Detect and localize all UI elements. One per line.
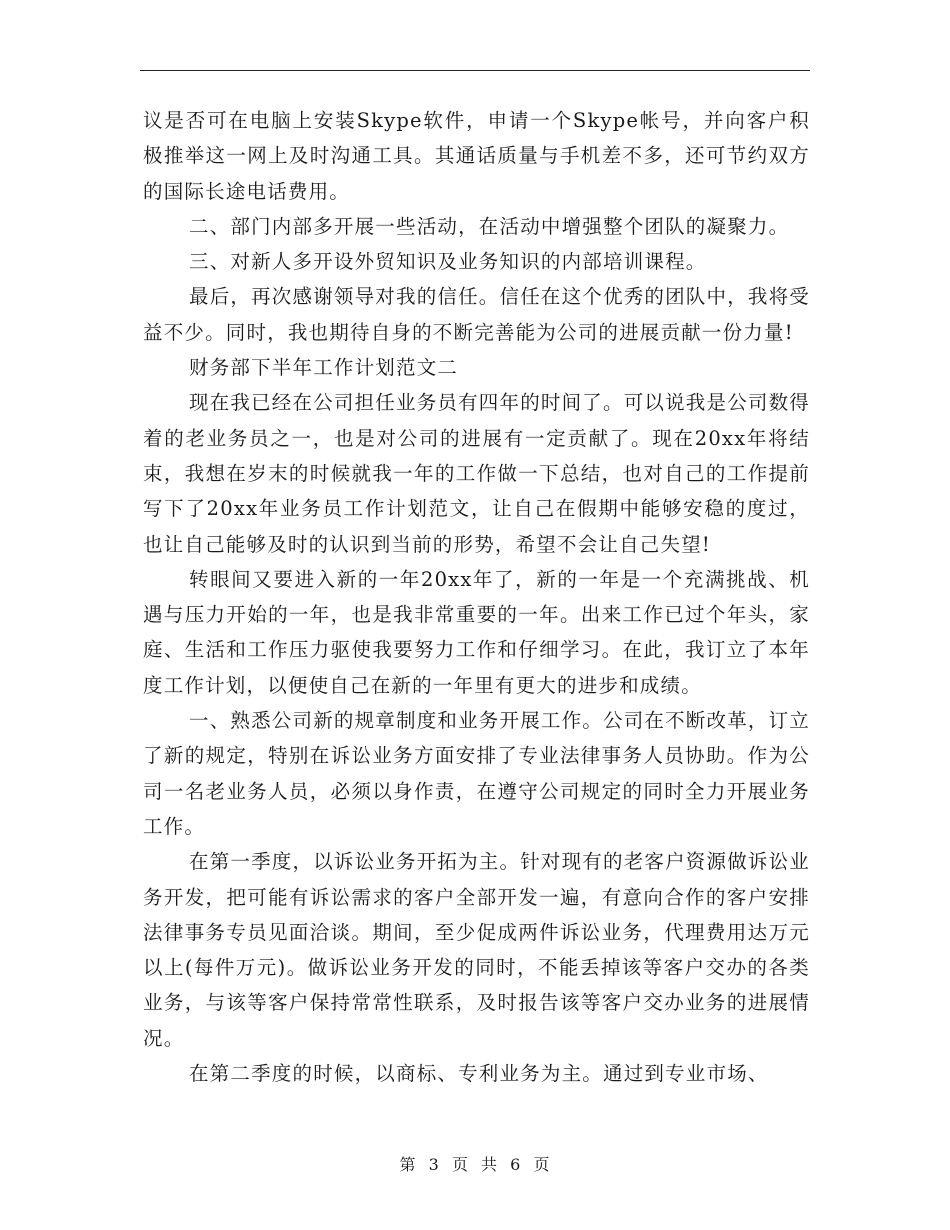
paragraph-5: 现在我已经在公司担任业务员有四年的时间了。可以说我是公司数得着的老业务员之一，也是对公司的进展有一定贡献了。现在20xx年将结束，我想在岁末的时候就我一年的工作做一下总结，也对自己的工作提前写下了20xx年业务员工作计划范文，让自己在假期中能够安稳的度过，也让自己能够及时的认识到当前的形势，希望不会让自己失望!: [143, 391, 811, 556]
header-rule: [140, 70, 810, 71]
paragraph-2: 二、部门内部多开展一些活动，在活动中增强整个团队的凝聚力。: [189, 214, 790, 238]
paragraph-3: 三、对新人多开设外贸知识及业务知识的内部培训课程。: [189, 250, 707, 274]
paragraph-6: 转眼间又要进入新的一年20xx年了，新的一年是一个充满挑战、机遇与压力开始的一年，也是我非常重要的一年。出来工作已过个年头，家庭、生活和工作压力驱使我要努力工作和仔细学习。在此，我订立了本年度工作计划，以便使自己在新的一年里有更大的进步和成绩。: [143, 567, 810, 697]
paragraph-4: 最后，再次感谢领导对我的信任。信任在这个优秀的团队中，我将受益不少。同时，我也期待自身的不断完善能为公司的进展贡献一份力量!: [143, 285, 811, 344]
footer-total-unit: 页: [533, 1155, 551, 1174]
current-page-number: 3: [428, 1155, 440, 1174]
footer-page-unit: 页: [451, 1155, 469, 1174]
page-footer: [0, 1152, 950, 1175]
paragraph-7: 一、熟悉公司新的规章制度和业务开展工作。公司在不断改革，订立了新的规定，特别在诉讼业务方面安排了专业法律事务人员协助。作为公司一名老业务人员，必须以身作责，在遵守公司规定的同时全力开展业务工作。: [143, 709, 811, 838]
paragraph-9: 在第二季度的时候，以商标、专利业务为主。通过到专业市场、: [189, 1062, 769, 1086]
document-body: [143, 103, 810, 1091]
total-page-number: 6: [510, 1155, 522, 1174]
footer-prefix: 第: [399, 1155, 417, 1174]
paragraph-8: 在第一季度，以诉讼业务开拓为主。针对现有的老客户资源做诉讼业务开发，把可能有诉讼需求的客户全部开发一遍，有意向合作的客户安排法律事务专员见面洽谈。期间，至少促成两件诉讼业务，代理费用达万元以上(每件万元)。做诉讼业务开发的同时，不能丢掉该等客户交办的各类业务，与该等客户保持常常性联系，及时报告该等客户交办业务的进展情况。: [143, 850, 811, 1050]
footer-total-prefix: 共: [481, 1155, 499, 1174]
paragraph-1: 议是否可在电脑上安装Skype软件，申请一个Skype帐号，并向客户积极推举这一网上及时沟通工具。其通话质量与手机差不多，还可节约双方的国际长途电话费用。: [143, 109, 810, 203]
section-heading: 财务部下半年工作计划范文二: [189, 356, 459, 380]
